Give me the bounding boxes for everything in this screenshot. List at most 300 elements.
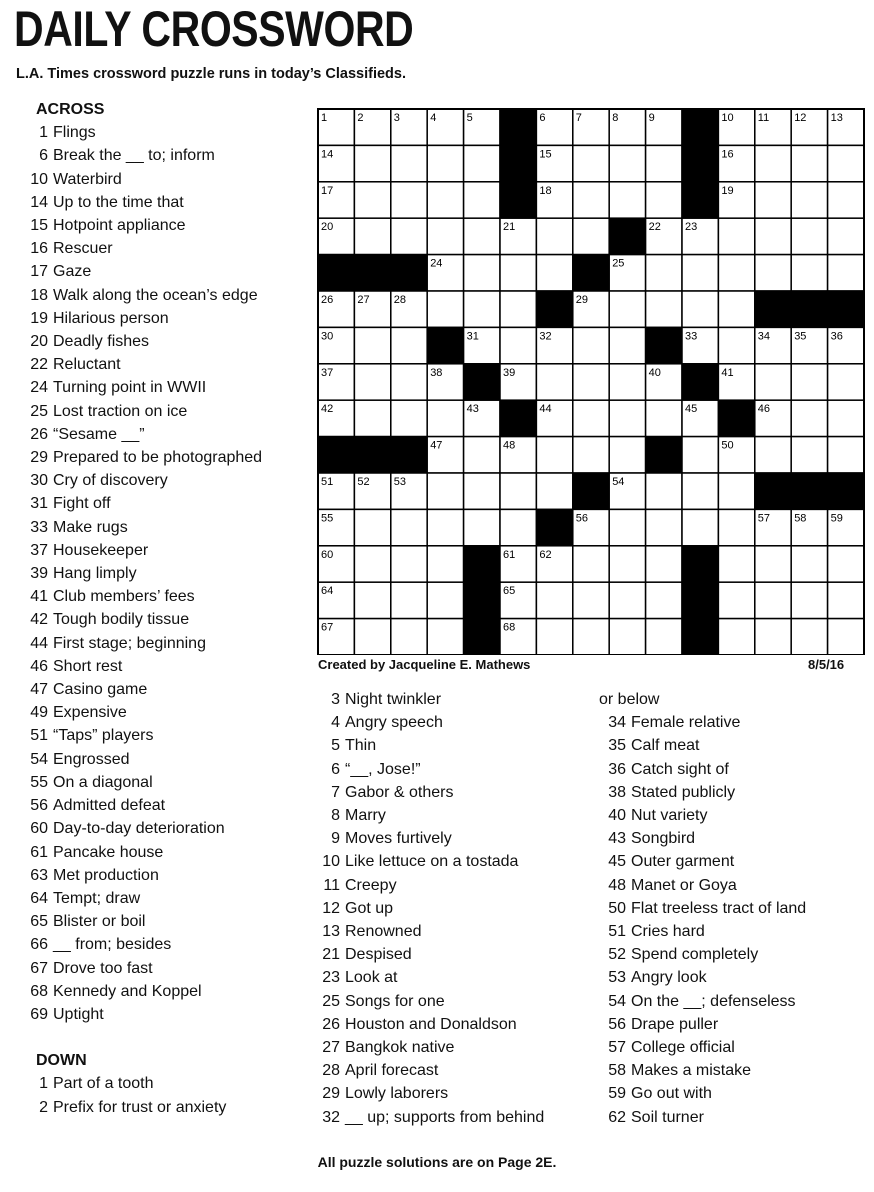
clue-text: “__, Jose!” [345, 760, 421, 778]
clue-number: 58 [608, 1062, 626, 1080]
clue-number: 51 [608, 923, 626, 941]
grid-cell[interactable] [791, 255, 827, 291]
clue-item [599, 850, 806, 873]
clue-item [22, 817, 262, 840]
clue-text: Engrossed [53, 750, 130, 768]
clue-text: Up to the time that [53, 193, 184, 211]
clue-item [22, 678, 262, 701]
grid-cell[interactable] [464, 145, 500, 181]
grid-cell[interactable] [427, 473, 463, 509]
clue-text: Part of a tooth [53, 1075, 154, 1093]
grid-cell-number: 27 [357, 294, 370, 306]
clue-number: 41 [30, 588, 48, 606]
grid-block [500, 182, 536, 218]
clue-number: 57 [608, 1039, 626, 1057]
clue-text: Cry of discovery [53, 472, 168, 490]
clue-number: 5 [331, 737, 340, 755]
grid-cell[interactable] [536, 473, 572, 509]
clue-text: Gaze [53, 263, 92, 281]
clue-item [313, 874, 544, 897]
clue-text: Make rugs [53, 518, 128, 536]
clue-number: 10 [322, 853, 340, 871]
grid-cell[interactable] [682, 437, 718, 473]
grid-cell-number: 40 [648, 366, 661, 379]
grid-cell[interactable] [682, 473, 718, 509]
clue-text: First stage; beginning [53, 634, 206, 652]
clue-number: 31 [30, 495, 48, 513]
down-clue-list-part1 [22, 1072, 262, 1118]
clue-text: Drove too fast [53, 959, 153, 977]
grid-block [391, 255, 427, 291]
clue-number: 32 [322, 1108, 340, 1126]
grid-cell[interactable] [828, 437, 864, 473]
grid-cell[interactable] [427, 582, 463, 618]
grid-cell[interactable] [646, 182, 682, 218]
clue-text: Got up [345, 899, 394, 917]
clue-number: 13 [322, 923, 340, 941]
grid-cell-number: 26 [321, 294, 334, 306]
grid-cell[interactable] [828, 364, 864, 400]
clue-item [22, 980, 262, 1003]
clue-number: 56 [30, 797, 48, 815]
grid-cell[interactable] [755, 255, 791, 291]
grid-cell[interactable] [755, 218, 791, 254]
clue-item [22, 562, 262, 585]
clue-item [22, 1096, 262, 1119]
clue-number: 36 [608, 760, 626, 778]
grid-cell[interactable] [354, 182, 390, 218]
grid-cell[interactable] [391, 546, 427, 582]
grid-block [682, 364, 718, 400]
grid-cell[interactable] [682, 509, 718, 545]
grid-cell[interactable] [573, 145, 609, 181]
grid-cell[interactable] [500, 473, 536, 509]
clue-item [22, 516, 262, 539]
clue-number: 61 [30, 843, 48, 861]
grid-cell[interactable] [391, 145, 427, 181]
grid-cell[interactable] [828, 582, 864, 618]
grid-block [755, 473, 791, 509]
grid-cell[interactable] [718, 546, 754, 582]
grid-cell[interactable] [427, 218, 463, 254]
grid-cell-number: 11 [757, 112, 770, 124]
clue-item [599, 990, 806, 1013]
grid-block [318, 437, 354, 473]
grid-cell[interactable] [609, 509, 645, 545]
grid-cell-number: 57 [757, 512, 771, 525]
clue-item [22, 864, 262, 887]
clue-item [22, 701, 262, 724]
grid-cell[interactable] [464, 182, 500, 218]
grid-cell[interactable] [755, 437, 791, 473]
clue-item [313, 943, 544, 966]
clue-text: Flat treeless tract of land [631, 899, 807, 917]
clue-number: 52 [608, 946, 626, 964]
grid-cell[interactable] [609, 364, 645, 400]
grid-cell[interactable] [646, 619, 682, 655]
clue-item [22, 400, 262, 423]
page-subtitle: L.A. Times crossword puzzle runs in today’s Classifieds. [16, 66, 406, 82]
grid-cell[interactable] [755, 582, 791, 618]
grid-cell[interactable] [791, 182, 827, 218]
grid-cell[interactable] [609, 582, 645, 618]
grid-cell[interactable] [391, 400, 427, 436]
clue-number: 27 [322, 1039, 340, 1057]
clue-number: 14 [30, 193, 48, 211]
grid-cell[interactable] [573, 364, 609, 400]
clue-text: Makes a mistake [631, 1062, 752, 1080]
grid-cell[interactable] [427, 619, 463, 655]
grid-cell[interactable] [427, 291, 463, 327]
grid-cell[interactable] [791, 437, 827, 473]
grid-cell[interactable] [500, 509, 536, 545]
grid-cell[interactable] [391, 327, 427, 363]
grid-cell[interactable] [755, 182, 791, 218]
grid-cell[interactable] [682, 255, 718, 291]
grid-cell[interactable] [646, 546, 682, 582]
grid-cell[interactable] [609, 400, 645, 436]
clue-item [599, 897, 806, 920]
grid-cell-number: 64 [321, 585, 334, 598]
clue-text: Expensive [53, 704, 127, 722]
clue-item [22, 469, 262, 492]
clue-number: 35 [608, 737, 626, 755]
grid-cell[interactable] [536, 619, 572, 655]
grid-cell[interactable] [718, 327, 754, 363]
grid-cell[interactable] [427, 509, 463, 545]
grid-cell[interactable] [573, 400, 609, 436]
clue-number: 15 [30, 217, 48, 235]
grid-cell[interactable] [536, 582, 572, 618]
grid-cell[interactable] [354, 218, 390, 254]
clue-number: 25 [30, 402, 48, 420]
grid-cell[interactable] [609, 437, 645, 473]
clue-item [599, 758, 806, 781]
clue-number: 22 [30, 356, 48, 374]
grid-cell[interactable] [646, 145, 682, 181]
grid-cell[interactable] [609, 546, 645, 582]
clue-number: 33 [30, 518, 48, 536]
clue-number: 43 [608, 830, 626, 848]
grid-block [354, 437, 390, 473]
clue-number: 54 [608, 992, 626, 1010]
grid-cell-number: 24 [430, 257, 443, 270]
clue-number: 16 [30, 240, 48, 258]
clue-number: 26 [322, 1015, 340, 1033]
grid-block [500, 400, 536, 436]
grid-cell[interactable] [536, 218, 572, 254]
clue-item [22, 260, 262, 283]
grid-cell[interactable] [718, 619, 754, 655]
clue-number: 6 [39, 147, 48, 165]
grid-cell-number: 28 [393, 294, 407, 306]
clue-text: Marry [345, 807, 386, 825]
grid-cell[interactable] [573, 218, 609, 254]
grid-cell[interactable] [354, 619, 390, 655]
clue-text: Deadly fishes [53, 333, 150, 351]
page-title: DAILY CROSSWORD [14, 1, 414, 57]
clue-text: Stated publicly [631, 783, 736, 801]
grid-block [791, 473, 827, 509]
clue-text: Blister or boil [53, 913, 146, 931]
clue-item [22, 191, 262, 214]
clue-item [599, 1013, 806, 1036]
grid-cell[interactable] [354, 546, 390, 582]
clue-number: 39 [30, 565, 48, 583]
grid-block [536, 509, 572, 545]
clue-item [22, 168, 262, 191]
grid-cell[interactable] [536, 437, 572, 473]
grid-cell[interactable] [609, 145, 645, 181]
grid-cell[interactable] [791, 546, 827, 582]
grid-cell[interactable] [500, 291, 536, 327]
clue-item [22, 1003, 262, 1026]
grid-cell[interactable] [718, 582, 754, 618]
grid-cell-number: 19 [721, 184, 734, 197]
clue-item [599, 874, 806, 897]
clue-number: 28 [322, 1062, 340, 1080]
grid-block [646, 437, 682, 473]
clue-text: Short rest [53, 657, 123, 675]
grid-cell[interactable] [828, 546, 864, 582]
grid-cell[interactable] [646, 509, 682, 545]
grid-cell-number: 41 [721, 366, 734, 379]
grid-cell[interactable] [718, 291, 754, 327]
grid-cell-number: 23 [685, 221, 698, 234]
grid-cell[interactable] [828, 218, 864, 254]
grid-cell[interactable] [755, 619, 791, 655]
grid-cell[interactable] [646, 255, 682, 291]
grid-block [464, 546, 500, 582]
grid-cell-number: 5 [466, 112, 473, 124]
grid-block [573, 255, 609, 291]
grid-block [318, 255, 354, 291]
clue-item [599, 966, 806, 989]
grid-cell[interactable] [354, 145, 390, 181]
grid-cell[interactable] [391, 509, 427, 545]
grid-cell[interactable] [646, 400, 682, 436]
clue-item [599, 920, 806, 943]
grid-cell[interactable] [609, 327, 645, 363]
grid-cell[interactable] [828, 400, 864, 436]
grid-cell-number: 68 [503, 621, 516, 634]
grid-cell-number: 21 [503, 221, 516, 234]
grid-cell-number: 37 [321, 366, 334, 379]
grid-cell[interactable] [464, 509, 500, 545]
grid-cell-number: 7 [575, 112, 582, 124]
grid-block [500, 145, 536, 181]
clue-number: 54 [30, 750, 48, 768]
clue-number: 67 [30, 959, 48, 977]
clue-text: Reluctant [53, 356, 121, 374]
grid-cell[interactable] [427, 145, 463, 181]
clue-item [22, 957, 262, 980]
clue-text: Hotpoint appliance [53, 217, 186, 235]
clue-number: 66 [30, 936, 48, 954]
grid-cell[interactable] [354, 327, 390, 363]
grid-cell[interactable] [573, 546, 609, 582]
grid-cell[interactable] [573, 582, 609, 618]
grid-cell[interactable] [573, 437, 609, 473]
clue-item [599, 734, 806, 757]
clue-number: 69 [30, 1005, 48, 1023]
clue-number: 40 [608, 807, 626, 825]
down-clue-list-part2 [313, 688, 544, 1129]
clue-number: 48 [608, 876, 626, 894]
grid-cell[interactable] [464, 291, 500, 327]
clue-text: Creepy [345, 876, 397, 894]
clue-text: Day-to-day deterioration [53, 820, 225, 838]
grid-cell[interactable] [646, 291, 682, 327]
grid-cell-number: 44 [539, 403, 552, 416]
grid-block [464, 582, 500, 618]
grid-cell-number: 17 [321, 184, 334, 197]
clue-item [22, 608, 262, 631]
grid-cell[interactable] [464, 473, 500, 509]
grid-block [682, 619, 718, 655]
grid-cell-number: 42 [321, 403, 334, 416]
grid-cell[interactable] [427, 546, 463, 582]
grid-cell[interactable] [828, 255, 864, 291]
grid-cell[interactable] [573, 619, 609, 655]
grid-block [609, 218, 645, 254]
grid-cell[interactable] [354, 509, 390, 545]
grid-cell-number: 62 [539, 548, 552, 561]
clue-text: Look at [345, 969, 398, 987]
grid-cell-number: 50 [721, 439, 734, 452]
grid-cell[interactable] [791, 364, 827, 400]
clue-item [22, 585, 262, 608]
grid-cell[interactable] [828, 145, 864, 181]
clue-number: 68 [30, 982, 48, 1000]
grid-cell[interactable] [718, 473, 754, 509]
grid-cell[interactable] [828, 182, 864, 218]
grid-cell[interactable] [464, 218, 500, 254]
grid-cell[interactable] [464, 255, 500, 291]
grid-cell[interactable] [391, 619, 427, 655]
grid-cell[interactable] [791, 400, 827, 436]
clue-text: Housekeeper [53, 541, 149, 559]
grid-cell[interactable] [391, 182, 427, 218]
clue-number: 60 [30, 820, 48, 838]
grid-cell[interactable] [646, 582, 682, 618]
grid-cell[interactable] [391, 582, 427, 618]
across-header: ACROSS [36, 101, 105, 118]
grid-block [682, 182, 718, 218]
grid-cell[interactable] [464, 437, 500, 473]
grid-cell[interactable] [573, 327, 609, 363]
clue-text: April forecast [345, 1062, 439, 1080]
grid-cell[interactable] [791, 218, 827, 254]
grid-cell[interactable] [791, 582, 827, 618]
grid-cell[interactable] [354, 582, 390, 618]
grid-cell[interactable] [609, 182, 645, 218]
grid-cell-number: 33 [685, 330, 698, 343]
clue-item [313, 688, 544, 711]
clue-number: 17 [30, 263, 48, 281]
clue-text: Manet or Goya [631, 876, 737, 894]
grid-cell[interactable] [500, 327, 536, 363]
clue-text: Catch sight of [631, 760, 729, 778]
grid-cell[interactable] [718, 218, 754, 254]
clue-number: 56 [608, 1015, 626, 1033]
grid-cell[interactable] [828, 619, 864, 655]
grid-cell-number: 15 [539, 148, 552, 161]
grid-cell[interactable] [354, 364, 390, 400]
puzzle-credit: Created by Jacqueline E. Mathews [318, 657, 531, 672]
clue-item [313, 966, 544, 989]
grid-cell[interactable] [791, 619, 827, 655]
grid-cell-number: 1 [321, 112, 328, 124]
grid-cell-number: 51 [321, 476, 334, 488]
across-clues-column [22, 98, 262, 1119]
grid-block [391, 437, 427, 473]
grid-cell-number: 9 [648, 112, 655, 124]
grid-cell[interactable] [718, 509, 754, 545]
grid-cell[interactable] [609, 291, 645, 327]
grid-cell[interactable] [536, 364, 572, 400]
grid-cell[interactable] [755, 145, 791, 181]
grid-cell-number: 67 [321, 621, 334, 634]
grid-cell-number: 16 [721, 148, 734, 161]
clue-item [313, 920, 544, 943]
clue-item [22, 330, 262, 353]
grid-cell-number: 4 [430, 112, 437, 124]
clue-number: 51 [30, 727, 48, 745]
clue-text: College official [631, 1039, 735, 1057]
grid-cell-number: 12 [794, 112, 807, 124]
grid-cell-number: 58 [794, 512, 807, 525]
grid-cell[interactable] [573, 182, 609, 218]
grid-cell-number: 30 [321, 330, 334, 343]
grid-cell[interactable] [536, 255, 572, 291]
clue-number: 7 [331, 783, 340, 801]
grid-cell-number: 43 [466, 403, 479, 416]
clue-text: __ up; supports from behind [345, 1108, 545, 1126]
clue-text: Houston and Donaldson [345, 1015, 517, 1033]
clue-text: Tough bodily tissue [53, 611, 190, 629]
grid-cell[interactable] [354, 400, 390, 436]
grid-cell[interactable] [609, 619, 645, 655]
clue-text: Prepared to be photographed [53, 449, 263, 467]
clue-number: 4 [331, 714, 340, 732]
grid-cell[interactable] [646, 473, 682, 509]
clue-item [313, 1013, 544, 1036]
grid-cell[interactable] [500, 255, 536, 291]
clue-text: Outer garment [631, 853, 735, 871]
grid-cell[interactable] [427, 182, 463, 218]
grid-cell[interactable] [682, 291, 718, 327]
clue-number: 49 [30, 704, 48, 722]
clue-text: Songbird [631, 830, 696, 848]
grid-cell-number: 22 [648, 221, 661, 234]
grid-cell[interactable] [391, 364, 427, 400]
grid-cell[interactable] [755, 364, 791, 400]
grid-cell[interactable] [427, 400, 463, 436]
clue-number: 20 [30, 333, 48, 351]
clue-number: 55 [30, 773, 48, 791]
grid-cell[interactable] [718, 255, 754, 291]
grid-cell[interactable] [755, 546, 791, 582]
clue-item [599, 827, 806, 850]
clue-text: Hang limply [53, 565, 137, 583]
grid-cell[interactable] [391, 218, 427, 254]
footer-note: All puzzle solutions are on Page 2E. [317, 1154, 557, 1170]
grid-cell-number: 48 [503, 439, 516, 452]
down-clue-continuation: or below [599, 691, 660, 708]
clue-item [22, 307, 262, 330]
grid-cell[interactable] [791, 145, 827, 181]
